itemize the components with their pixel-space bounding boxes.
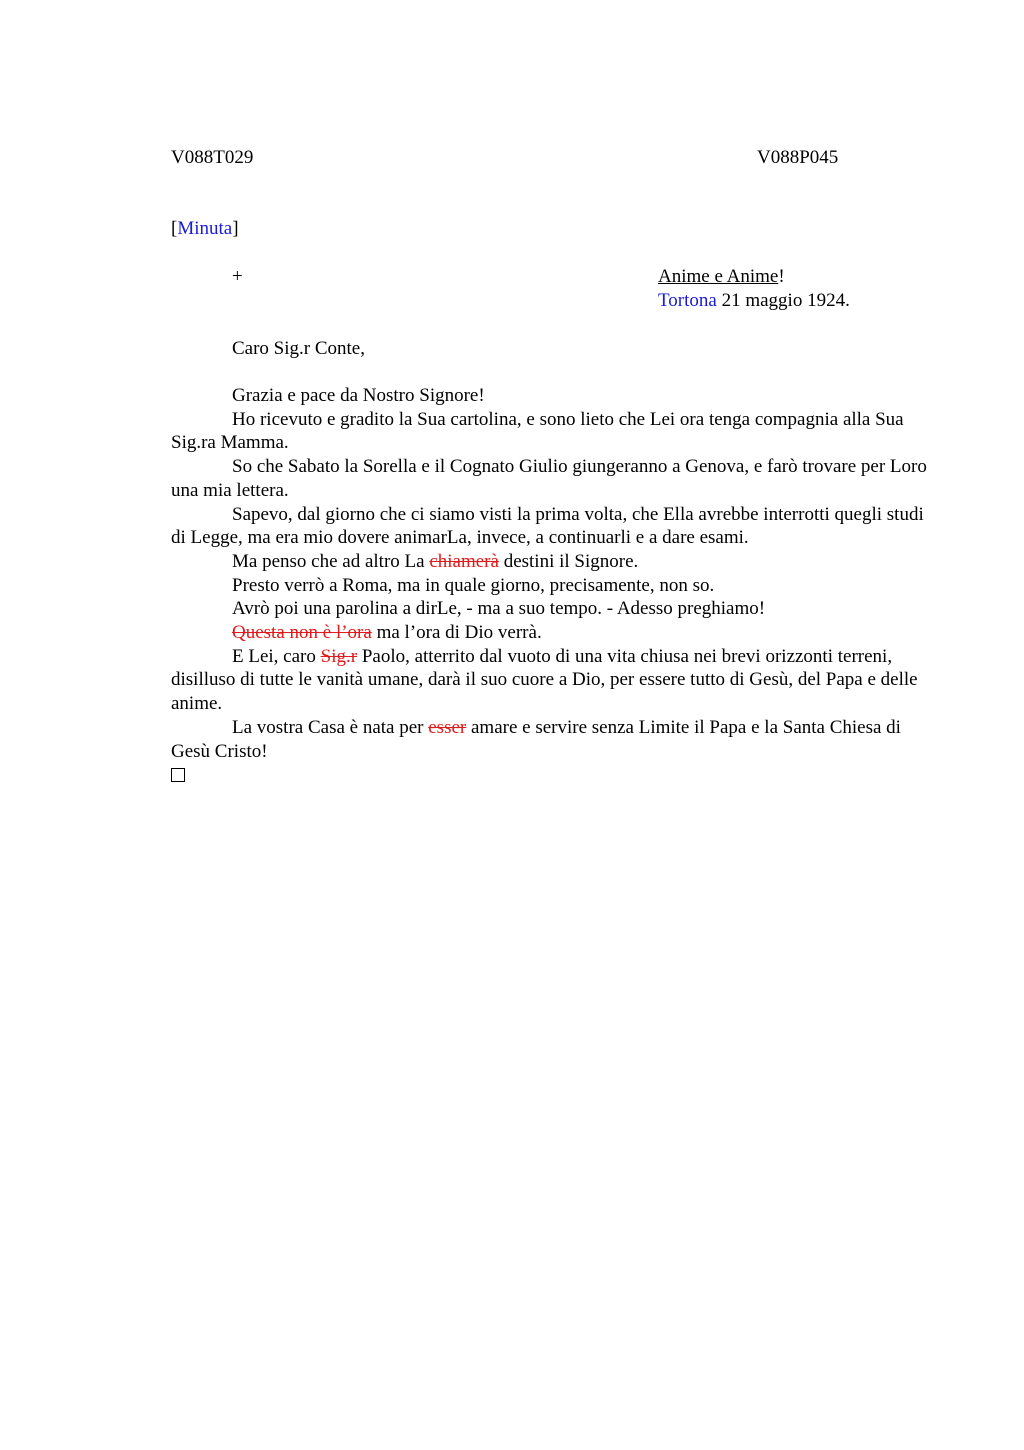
motto-suffix: ! xyxy=(778,266,785,287)
paragraph-5: Presto verrò a Roma, ma in quale giorno, precisamente, non so. xyxy=(232,574,715,596)
paragraph-6: Avrò poi una parolina a dirLe, - ma a suo tempo. - Adesso preghiamo! xyxy=(232,598,766,620)
cross-symbol: + xyxy=(232,266,243,287)
document-code-left: V088T029 xyxy=(171,147,254,168)
paragraph-9-text-end: amare e servire senza Limite il Papa e la Santa Chiesa di Gesù Cristo! xyxy=(171,716,901,762)
minuta-label xyxy=(171,217,239,241)
paragraph-3: Sapevo, dal giorno che ci siamo visti la prima volta, che Ella avrebbe interrotti quegli studi di Legge, ma era mio dovere animarLa, invece, a continuarli e a dare esami. xyxy=(171,503,924,549)
paragraph-7 xyxy=(171,621,931,645)
paragraph-8-text-end: Paolo, atterrito dal vuoto di una vita chiusa nei brevi orizzonti terreni, disilluso di tutte le vanità umane, darà il suo cuore a Dio, per essere tutto di Gesù, del Papa e delle anime. xyxy=(171,645,918,715)
deleted-word: chiamerà xyxy=(429,550,499,572)
bracket-open: [ xyxy=(171,218,178,239)
deleted-word-2: esser xyxy=(428,716,467,738)
deleted-title: Sig.r xyxy=(320,645,358,667)
paragraph-8 xyxy=(171,645,931,716)
motto-text: Anime e Anime xyxy=(658,266,779,287)
date: 21 maggio 1924. xyxy=(716,290,850,311)
paragraph-4-text: Ma penso che ad altro La xyxy=(232,550,430,572)
letter-body xyxy=(171,384,931,789)
paragraph-1: Ho ricevuto e gradito la Sua cartolina, e sono lieto che Lei ora tenga compagnia alla Sua Sig.ra Mamma. xyxy=(171,408,904,454)
paragraph-9 xyxy=(171,716,931,763)
paragraph-4-text-end: destini il Signore. xyxy=(498,550,639,572)
motto xyxy=(658,265,785,289)
paragraph-7-text: ma l’ora di Dio verrà. xyxy=(371,622,542,644)
deleted-phrase: Questa non è l’ora xyxy=(232,622,372,644)
end-marker-box xyxy=(171,763,931,789)
document-code-right: V088P045 xyxy=(757,147,839,168)
paragraph-8-text: E Lei, caro xyxy=(232,645,321,667)
place: Tortona xyxy=(658,290,717,311)
greeting: Grazia e pace da Nostro Signore! xyxy=(232,385,485,406)
paragraph-9-text: La vostra Casa è nata per xyxy=(232,716,429,738)
minuta-text: Minuta xyxy=(177,218,233,239)
paragraph-4 xyxy=(171,550,931,574)
place-date xyxy=(658,289,850,313)
salutation: Caro Sig.r Conte, xyxy=(232,338,365,359)
square-box-icon xyxy=(171,768,185,782)
paragraph-2: So che Sabato la Sorella e il Cognato Giulio giungeranno a Genova, e farò trovare per Loro una mia lettera. xyxy=(171,456,927,501)
bracket-close: ] xyxy=(232,218,239,239)
